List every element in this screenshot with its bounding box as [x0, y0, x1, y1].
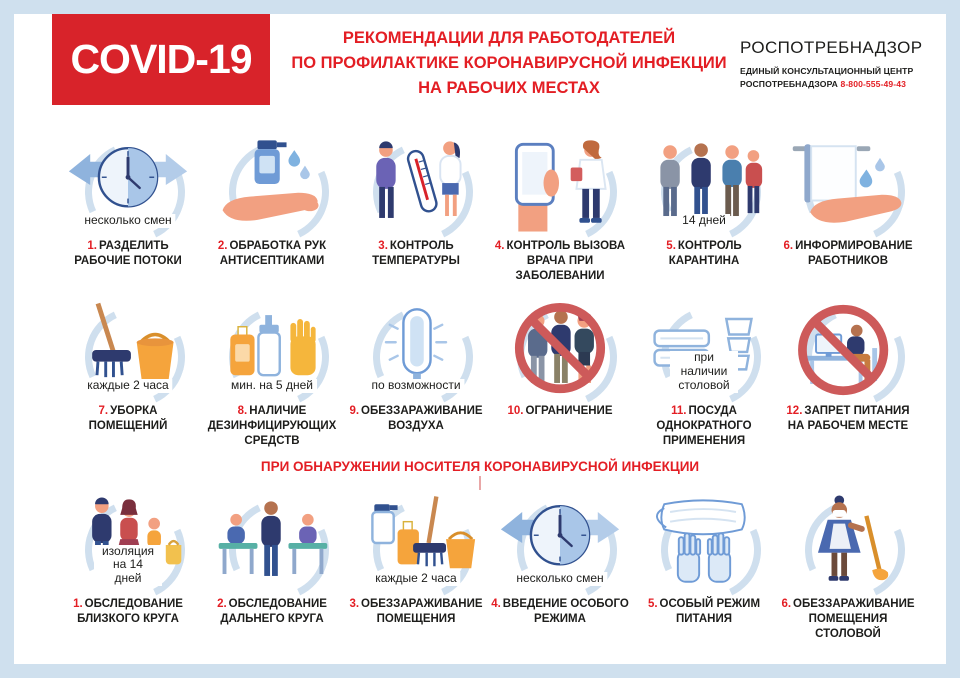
item-temperature-control	[344, 134, 488, 285]
mask-gloves-icon	[641, 495, 767, 592]
doctor-call-icon	[497, 137, 623, 234]
item-caption: 6. ИНФОРМИРОВАНИЕ РАБОТНИКОВ	[783, 240, 913, 268]
item-doctor-call-control	[488, 134, 632, 285]
item-caption: 12. ЗАПРЕТ ПИТАНИЯ НА РАБОЧЕМ МЕСТЕ	[786, 404, 910, 432]
header	[14, 14, 946, 118]
item-disposable-tableware	[632, 299, 776, 450]
item-caption: 4. КОНТРОЛЬ ВЫЗОВА ВРАЧА ПРИ ЗАБОЛЕВАНИИ	[494, 240, 626, 283]
temperature-check-icon	[353, 137, 479, 234]
no-gathering-icon	[497, 301, 623, 398]
item-note: мин. на 5 дней	[227, 379, 317, 393]
title-line-3: НА РАБОЧИХ МЕСТАХ	[418, 78, 600, 97]
item-hand-antiseptic	[200, 134, 344, 285]
item-note: каждые 2 часа	[371, 572, 460, 586]
item-caption: 3. КОНТРОЛЬ ТЕМПЕРАТУРЫ	[372, 240, 460, 268]
item-note: 14 дней	[678, 214, 730, 228]
no-desk-eating-icon	[785, 301, 911, 398]
item-gathering-restriction	[488, 299, 632, 450]
item-split-workflows	[56, 134, 200, 285]
item-note: изоляция на 14 дней	[94, 545, 162, 586]
item-special-meal-regime	[632, 492, 776, 643]
item-disinfectant-stock	[200, 299, 344, 450]
item-caption: 10. ОГРАНИЧЕНИЕ	[507, 404, 613, 417]
item-caption: 2. ОБСЛЕДОВАНИЕ ДАЛЬНЕГО КРУГА	[217, 598, 327, 626]
item-caption: 8. НАЛИЧИЕ ДЕЗИНФИЦИРУЮЩИХ СРЕДСТВ	[207, 404, 337, 447]
org-sub-line1: ЕДИНЫЙ КОНСУЛЬТАЦИОННЫЙ ЦЕНТР	[740, 66, 914, 76]
item-caption: 9. ОБЕЗЗАРАЖИВАНИЕ ВОЗДУХА	[349, 404, 483, 432]
section-carrier-detected-row	[14, 492, 946, 643]
page-title	[282, 26, 736, 100]
covid-19-badge: COVID-19	[52, 14, 270, 105]
item-note: по возможности	[367, 379, 464, 393]
item-caption: 5. КОНТРОЛЬ КАРАНТИНА	[666, 240, 742, 268]
item-caption: 2. ОБРАБОТКА РУК АНТИСЕПТИКАМИ	[217, 240, 327, 268]
item-canteen-disinfection	[776, 492, 920, 643]
section-workplace-measures-row2	[14, 299, 946, 450]
org-subtitle	[740, 65, 938, 91]
item-caption: 6. ОБЕЗЗАРАЖИВАНИЕ ПОМЕЩЕНИЯ СТОЛОВОЙ	[781, 598, 915, 641]
title-line-1: РЕКОМЕНДАЦИИ ДЛЯ РАБОТОДАТЕЛЕЙ	[342, 29, 676, 47]
item-distant-circle-exam	[200, 492, 344, 643]
item-no-desk-eating	[776, 299, 920, 450]
item-room-cleaning	[56, 299, 200, 450]
item-note: каждые 2 часа	[83, 379, 172, 393]
section-carrier-detected-title: ПРИ ОБНАРУЖЕНИИ НОСИТЕЛЯ КОРОНАВИРУСНОЙ ИНФЕКЦИИ	[260, 459, 700, 475]
item-caption: 7. УБОРКА ПОМЕЩЕНИЙ	[88, 404, 168, 432]
org-sub-line2: РОСПОТРЕБНАДЗОРА	[740, 78, 838, 89]
item-caption: 1. ОБСЛЕДОВАНИЕ БЛИЗКОГО КРУГА	[73, 598, 183, 626]
item-caption: 11. ПОСУДА ОДНОКРАТНОГО ПРИМЕНЕНИЯ	[656, 404, 752, 447]
item-caption: 1. РАЗДЕЛИТЬ РАБОЧИЕ ПОТОКИ	[74, 240, 182, 268]
org-block	[740, 38, 938, 91]
poster-sheet	[14, 14, 946, 664]
towel-hand-icon	[785, 137, 911, 234]
hotline-phone: 8-800-555-49-43	[840, 78, 906, 89]
item-note: несколько смен	[80, 214, 175, 228]
title-line-2: ПО ПРОФИЛАКТИКЕ КОРОНАВИРУСНОЙ ИНФЕКЦИИ	[291, 53, 727, 72]
org-name: РОСПОТРЕБНАДЗОР	[740, 38, 923, 57]
item-note: несколько смен	[512, 572, 607, 586]
distant-contacts-icon	[209, 495, 335, 592]
item-air-disinfection	[344, 299, 488, 450]
item-note: при наличии столовой	[670, 351, 738, 392]
section-workplace-measures-row1	[14, 134, 946, 285]
section-divider	[479, 476, 481, 490]
item-room-disinfection	[344, 492, 488, 643]
item-caption: 3. ОБЕЗЗАРАЖИВАНИЕ ПОМЕЩЕНИЯ	[349, 598, 483, 626]
hand-antiseptic-icon	[209, 137, 335, 234]
item-caption: 5. ОСОБЫЙ РЕЖИМ ПИТАНИЯ	[647, 598, 761, 626]
item-special-regime	[488, 492, 632, 643]
item-worker-information	[776, 134, 920, 285]
item-caption: 4. ВВЕДЕНИЕ ОСОБОГО РЕЖИМА	[491, 598, 629, 626]
item-close-circle-exam	[56, 492, 200, 643]
cleaner-mop-icon	[785, 495, 911, 592]
item-quarantine-control	[632, 134, 776, 285]
